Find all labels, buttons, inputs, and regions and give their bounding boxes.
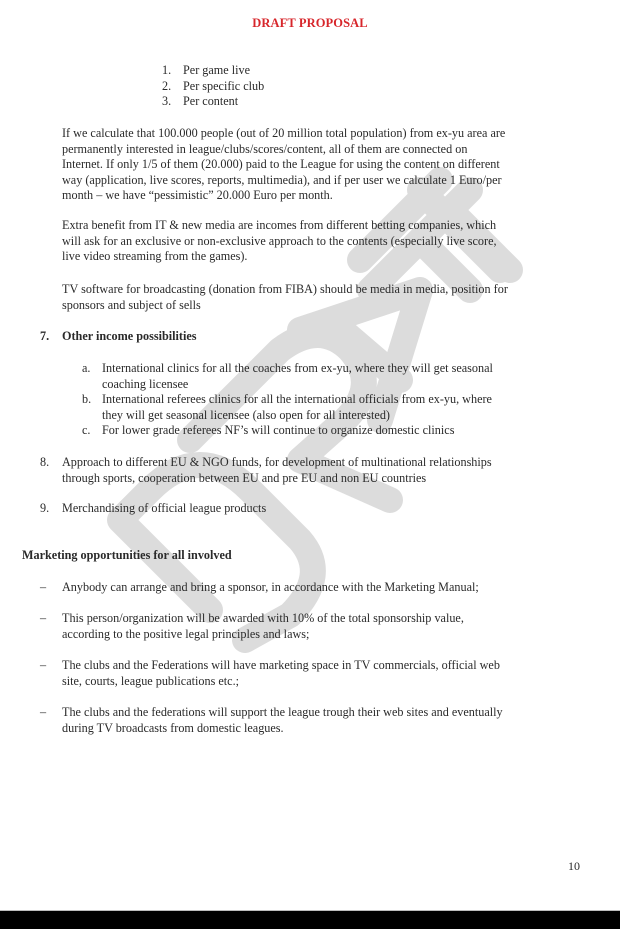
list-text: Per content [183,94,239,109]
betting-paragraph [62,218,602,265]
list-line: For lower grade referees NF’s will continue to organize domestic clinics [102,423,455,438]
marketing-item [40,705,600,736]
list-line: site, courts, league publications etc.; [62,673,240,688]
list-marker: b. [82,392,92,407]
list-item [82,361,582,392]
list-line: The clubs and the Federations will have marketing space in TV commercials, official web [62,658,500,672]
section-8-item [40,455,600,486]
list-line: The clubs and the federations will support the league trough their web sites and eventually [62,705,503,719]
list-text [62,455,492,486]
list-marker: 8. [40,455,50,469]
dash-marker: – [40,705,47,719]
paragraph-line: Internet. If only 1/5 of them (20.000) paid to the League for using the content on different [62,157,500,172]
paragraph-line: month – we have “pessimistic” 20.000 Euro per month. [62,188,333,203]
list-line: Anybody can arrange and bring a sponsor, in accordance with the Marketing Manual; [62,580,479,594]
list-item [162,63,264,79]
paragraph-line: Extra benefit from IT & new media are incomes from different betting companies, which [62,218,497,232]
dash-marker: – [40,611,47,625]
page-number: 10 [568,859,580,873]
paragraph-line: TV software for broadcasting (donation from FIBA) should be media in media, position for [62,282,508,296]
other-income-list [82,361,582,439]
marketing-item [40,658,600,689]
list-marker: c. [82,423,91,438]
paragraph-line: will ask for an exclusive or non-exclusive approach to the contents (especially live score, [62,233,497,248]
list-text [62,580,479,596]
list-item [162,94,264,110]
tv-software-paragraph [62,282,602,313]
list-text [102,361,493,392]
list-line: through sports, cooperation between EU and pre EU and non EU countries [62,470,427,485]
list-line: This person/organization will be awarded with 10% of the total sponsorship value, [62,611,464,625]
paragraph-line: permanently interested in league/clubs/scores/content, all of them are connected on [62,141,468,156]
list-marker: 1. [162,63,172,77]
list-line: International referees clinics for all the international officials from ex-yu, where [102,392,492,407]
list-text [62,611,464,642]
list-text: Per specific club [183,78,265,93]
list-text [102,392,492,423]
section-marker: 7. [40,329,50,343]
list-text: Merchandising of official league products [62,501,267,515]
dash-marker: – [40,658,47,672]
document-title: DRAFT PROPOSAL [252,16,368,30]
calculation-paragraph [62,126,602,204]
paragraph-line: way (application, live scores, reports, multimedia), and if per user we calculate 1 Euro/per [62,172,502,187]
list-line: they will get seasonal licensee (also open for all interested) [102,407,390,422]
section-heading-text: Other income possibilities [62,329,197,343]
dash-marker: – [40,580,47,594]
list-text [62,705,503,736]
list-text: Per game live [183,63,251,77]
list-line: Approach to different EU & NGO funds, for development of multinational relationships [62,455,492,469]
list-line: coaching licensee [102,376,189,391]
list-text [102,423,454,439]
paragraph-line: sponsors and subject of sells [62,297,201,312]
list-marker: 9. [40,501,50,515]
list-text [62,658,500,689]
section-9-item [40,501,600,517]
pricing-list [162,63,264,110]
marketing-item [40,580,600,596]
bottom-black-bar [0,910,620,929]
list-line: International clinics for all the coaches from ex-yu, where they will get seasonal [102,361,493,375]
list-line: during TV broadcasts from domestic leagues. [62,720,284,735]
paragraph-line: If we calculate that 100.000 people (out of 20 million total population) from ex-yu area are [62,126,506,140]
section-7-heading [40,329,197,345]
paragraph-line: live video streaming from the games). [62,249,248,264]
list-marker: 3. [162,94,172,109]
list-item [162,79,264,95]
list-item [82,423,582,439]
marketing-heading: Marketing opportunities for all involved [22,548,232,562]
list-marker: 2. [162,78,172,93]
list-item [82,392,582,423]
list-marker: a. [82,361,91,375]
list-line: according to the positive legal principles and laws; [62,626,310,641]
marketing-item [40,611,600,642]
